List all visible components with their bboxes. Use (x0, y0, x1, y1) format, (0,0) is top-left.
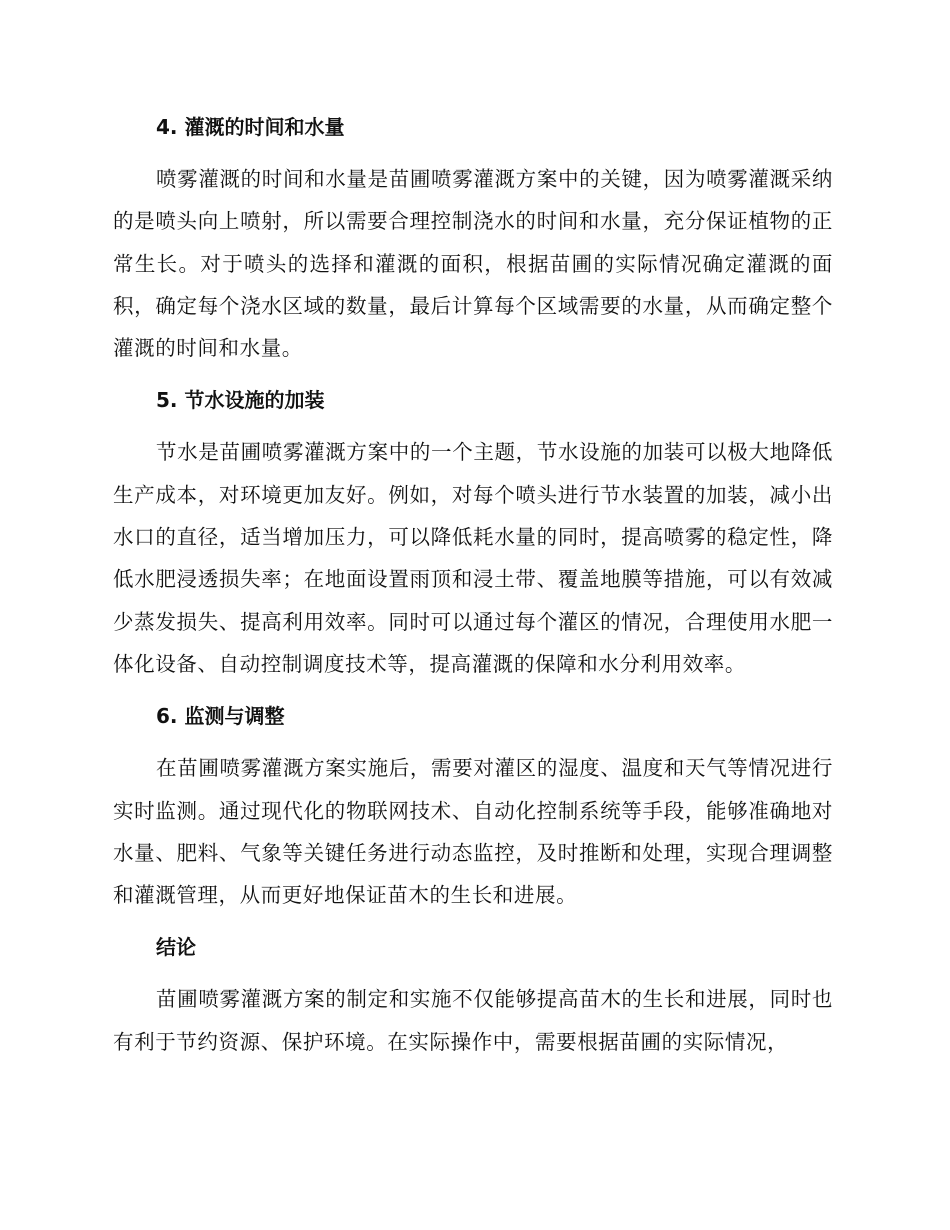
section-heading-monitoring: 6. 监测与调整 (156, 704, 285, 729)
section-heading-conclusion: 结论 (156, 935, 196, 960)
section-body-conclusion: 苗圃喷雾灌溉方案的制定和实施不仅能够提高苗木的生长和进展，同时也有利于节约资源、保护环境。在实际操作中，需要根据苗圃的实际情况， (113, 987, 833, 1054)
section-body-water-saving: 节水是苗圃喷雾灌溉方案中的一个主题，节水设施的加装可以极大地降低生产成本，对环境更加友好。例如，对每个喷头进行节水装置的加装，减小出水口的直径，适当增加压力，可以降低耗水量的同时，提高喷雾的稳定性，降低水肥浸透损失率；在地面设置雨顶和浸土带、覆盖地膜等措施，可以有效减少蒸发损失、提高利用效率。同时可以通过每个灌区的情况，合理使用水肥一体化设备、自动控制调度技术等，提高灌溉的保障和水分利用效率。 (113, 440, 833, 676)
document-page (113, 108, 833, 1075)
section-heading-timing: 4. 灌溉的时间和水量 (156, 115, 345, 139)
section-body-timing: 喷雾灌溉的时间和水量是苗圃喷雾灌溉方案中的关键，因为喷雾灌溉采纳的是喷头向上喷射，所以需要合理控制浇水的时间和水量，充分保证植物的正常生长。对于喷头的选择和灌溉的面积，根据苗圃的实际情况确定灌溉的面积，确定每个浇水区域的数量，最后计算每个区域需要的水量，从而确定整个灌溉的时间和水量。 (113, 167, 833, 361)
section-heading-water-saving: 5. 节水设施的加装 (156, 388, 325, 413)
section-body-monitoring: 在苗圃喷雾灌溉方案实施后，需要对灌区的湿度、温度和天气等情况进行实时监测。通过现代化的物联网技术、自动化控制系统等手段，能够准确地对水量、肥料、气象等关键任务进行动态监控，及时推断和处理，实现合理调整和灌溉管理，从而更好地保证苗木的生长和进展。 (113, 756, 833, 908)
